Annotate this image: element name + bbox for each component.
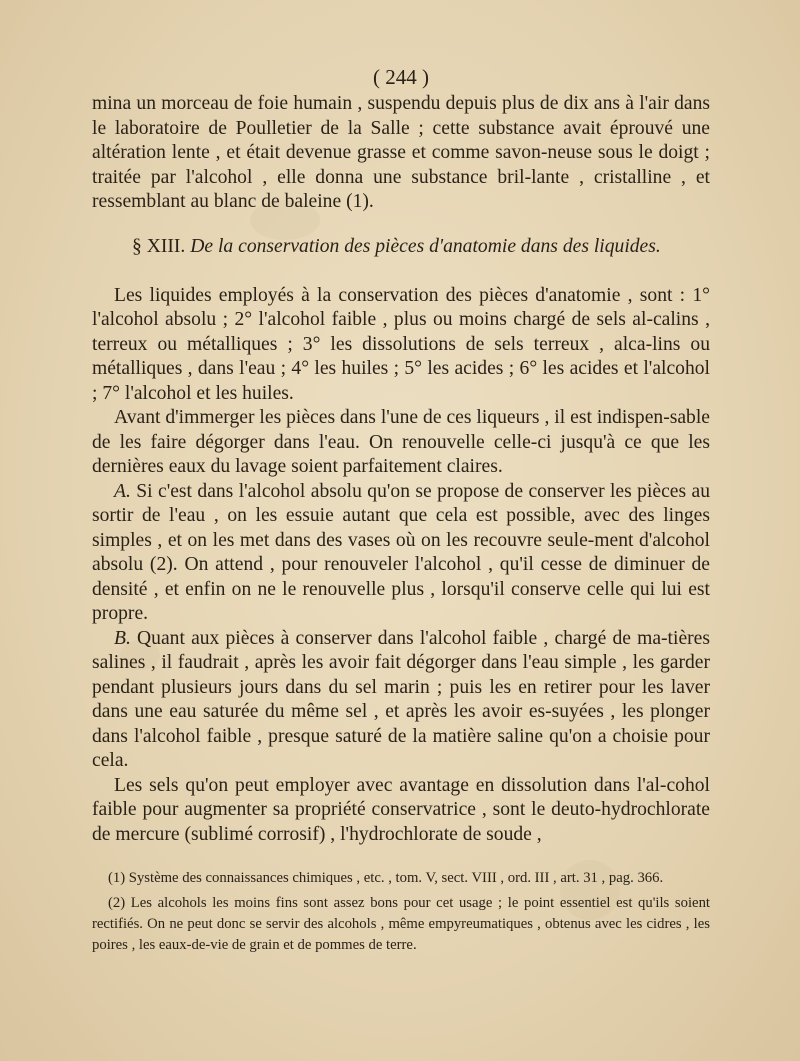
section-number: § XIII.: [132, 235, 186, 257]
paragraph-intro: mina un morceau de foie humain , suspendu depuis plus de dix ans à l'air dans le laboratoire de Poulletier de la Salle ; cette substance avait éprouvé une altération lente , et était devenue grasse et comme savon-neuse sous le doigt ; traitée par l'alcohol , elle donna une substance bril-lante , cristalline , et ressemblant au blanc de baleine (1).: [92, 93, 710, 212]
paragraph-degorger: Avant d'immerger les pièces dans l'une de ces liqueurs , il est indispen-sable de les faire dégorger dans l'eau. On renouvelle celle-ci jusqu'à ce que les dernières eaux du lavage soient parfaitement claires.: [92, 407, 710, 477]
footnotes: [92, 868, 710, 956]
footnote-1: (1) Système des connaissances chimiques , etc. , tom. V, sect. VIII , ord. III , art. 31 , pag. 366.: [108, 870, 664, 886]
item-letter-a: A.: [114, 480, 131, 502]
section-title: De la conservation des pièces d'anatomie dans des liquides.: [190, 235, 661, 257]
paragraph-b-text: Quant aux pièces à conserver dans l'alcohol faible , chargé de ma-tières salines , il faudrait , après les avoir fait dégorger dans l'eau simple , les garder pendant plusieurs jours dans du sel marin ; puis les en retirer pour les laver dans une eau saturée du même sel , et après les avoir es-suyées , les plonger dans l'alcohol faible , presque saturé de la matière saline qu'on a choisie pour cela.: [92, 627, 710, 771]
page-number: ( 244 ): [373, 65, 429, 89]
paragraph-a: [92, 480, 710, 627]
paragraph-liquids: Les liquides employés à la conservation des pièces d'anatomie , sont : 1° l'alcohol absolu ; 2° l'alcohol faible , plus ou moins chargé de sels al-calins , terreux ou métalliques ; 3° les dissolutions de sels terreux , alca-lins ou métalliques , dans l'eau ; 4° les huiles ; 5° les acides ; 6° les acides et l'alcohol ; 7° l'alcohol et les huiles.: [92, 284, 710, 404]
item-letter-b: B.: [114, 627, 131, 649]
paragraph-b: [92, 627, 710, 774]
book-page: [92, 62, 710, 956]
paragraph-salts: Les sels qu'on peut employer avec avantage en dissolution dans l'al-cohol faible pour augmenter sa propriété conservatrice , sont le deuto-hydrochlorate de mercure (sublimé corrosif) , l'hydrochlorate de soude ,: [92, 774, 710, 845]
section-heading: [92, 235, 710, 259]
paragraph-a-text: Si c'est dans l'alcohol absolu qu'on se propose de conserver les pièces au sortir de l'eau , on les essuie autant que cela est possible, avec des linges simples , et on les met dans des vases où on les recouvre seule-ment d'alcohol absolu (2). On attend , pour renouveler l'alcohol , qu'il cesse de diminuer de densité , et enfin on ne le renouvelle plus , lorsqu'il conserve celle qui lui est propre.: [92, 480, 710, 624]
footnote-2: (2) Les alcohols les moins fins sont assez bons pour cet usage ; le point essentiel est qu'ils soient rectifiés. On ne peut donc se servir des alcohols , même empyreumatiques , obtenus avec les cidres , les poires , les eaux-de-vie de grain et de pommes de terre.: [92, 895, 710, 953]
